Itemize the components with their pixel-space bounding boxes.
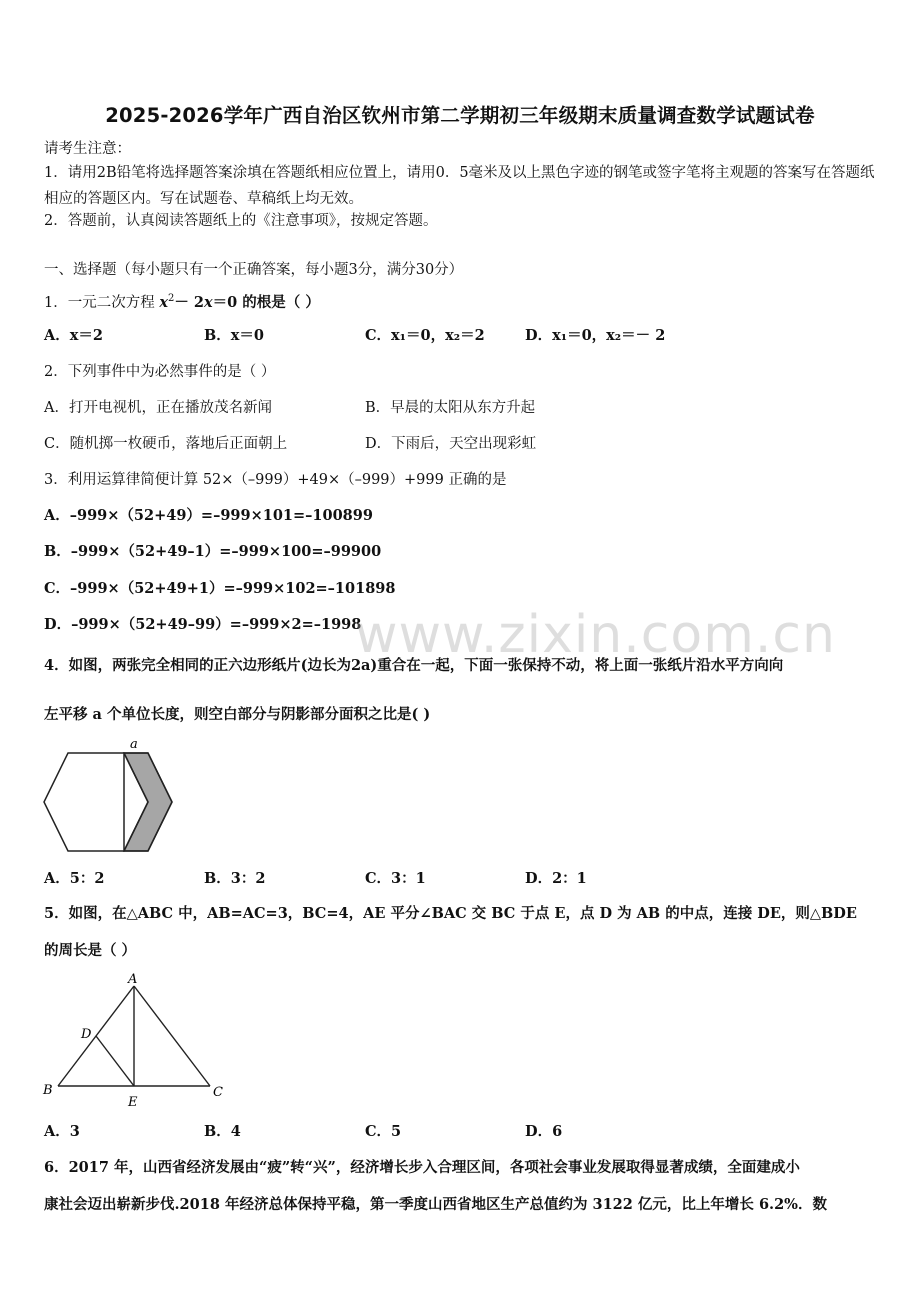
q4-stem-line1: 4．如图，两张完全相同的正六边形纸片(边长为2a)重合在一起，下面一张保持不动，将上面一张纸片沿水平方向向 [44, 657, 784, 674]
q2-stem: 2．下列事件中为必然事件的是（ ） [44, 364, 276, 380]
q5-option-c: C．5 [365, 1123, 402, 1140]
q4-option-a: A．5：2 [44, 870, 105, 887]
q4-option-b: B．3：2 [204, 870, 266, 887]
q1-option-c: C．x₁＝0，x₂＝2 [365, 327, 485, 344]
q1-option-d: D．x₁＝0，x₂＝－ 2 [525, 327, 666, 344]
q3-option-a: A．–999×（52+49）=–999×101=–100899 [44, 507, 373, 524]
q6-line1: 6．2017 年，山西省经济发展由“疲”转“兴”，经济增长步入合理区间，各项社会事业发展取得显著成绩，全面建成小 [44, 1159, 800, 1176]
q6-line2: 康社会迈出崭新步伐.2018 年经济总体保持平稳，第一季度山西省地区生产总值约为 3122 亿元，比上年增长 6.2%．数 [44, 1196, 827, 1213]
q1-option-a: A．x＝2 [44, 327, 103, 344]
q4-option-c: C．3：1 [365, 870, 426, 887]
label-C: C [213, 1085, 223, 1100]
q2-option-c: C．随机掷一枚硬币，落地后正面朝上 [44, 436, 288, 452]
q4-stem-line2: 左平移 a 个单位长度，则空白部分与阴影部分面积之比是( ) [44, 706, 431, 723]
label-D: D [81, 1027, 92, 1042]
notice-item-2: 2．答题前，认真阅读答题纸上的《注意事项》，按规定答题。 [44, 213, 438, 229]
label-E: E [128, 1095, 138, 1110]
triangle-figure [40, 972, 230, 1110]
notice-item-1: 1．请用2B铅笔将选择题答案涂填在答题纸相应位置上，请用0．5毫米及以上黑色字迹的钢笔或签字笔将主观题的答案写在答题纸相应的答题区内。写在试题卷、草稿纸上均无效。 [44, 165, 875, 207]
segment-de [96, 1036, 134, 1086]
label-B: B [43, 1083, 53, 1098]
q3-option-d: D．–999×（52+49–99）=–999×2=–1998 [44, 616, 362, 633]
q2-option-a: A．打开电视机，正在播放茂名新闻 [44, 400, 272, 416]
section-heading: 一、选择题（每小题只有一个正确答案，每小题3分，满分30分） [44, 262, 464, 278]
hexagon-figure [40, 735, 180, 855]
q4-option-d: D．2：1 [525, 870, 587, 887]
q5-option-d: D．6 [525, 1123, 563, 1140]
page-title: 2025-2026学年广西自治区钦州市第二学期初三年级期末质量调查数学试题试卷 [105, 104, 815, 127]
watermark: www.zixin.com.cn [355, 605, 836, 665]
q5-option-a: A．3 [44, 1123, 80, 1140]
notice-heading: 请考生注意： [44, 141, 131, 157]
q1-option-b: B．x＝0 [204, 327, 264, 344]
label-A: A [128, 972, 138, 987]
q3-option-c: C．–999×（52+49+1）=–999×102=–101898 [44, 580, 396, 597]
q3-stem: 3．利用运算律简便计算 52×（–999）+49×（–999）+999 正确的是 [44, 472, 507, 488]
q1-stem: 1．一元二次方程 $x^2- 2x=0$ 的根是（ ） [44, 293, 320, 311]
q5-stem-line2: 的周长是（ ） [44, 942, 137, 959]
q2-option-b: B．早晨的太阳从东方升起 [365, 400, 536, 416]
q5-stem-line1: 5．如图，在△ABC 中，AB=AC=3，BC=4，AE 平分∠BAC 交 BC 于点 E，点 D 为 AB 的中点，连接 DE，则△BDE [44, 905, 857, 922]
label-a: a [130, 737, 138, 752]
q5-option-b: B．4 [204, 1123, 241, 1140]
segment-ac [134, 986, 210, 1086]
q2-option-d: D．下雨后，天空出现彩虹 [365, 436, 537, 452]
q3-option-b: B．–999×（52+49–1）=–999×100=–99900 [44, 543, 382, 560]
